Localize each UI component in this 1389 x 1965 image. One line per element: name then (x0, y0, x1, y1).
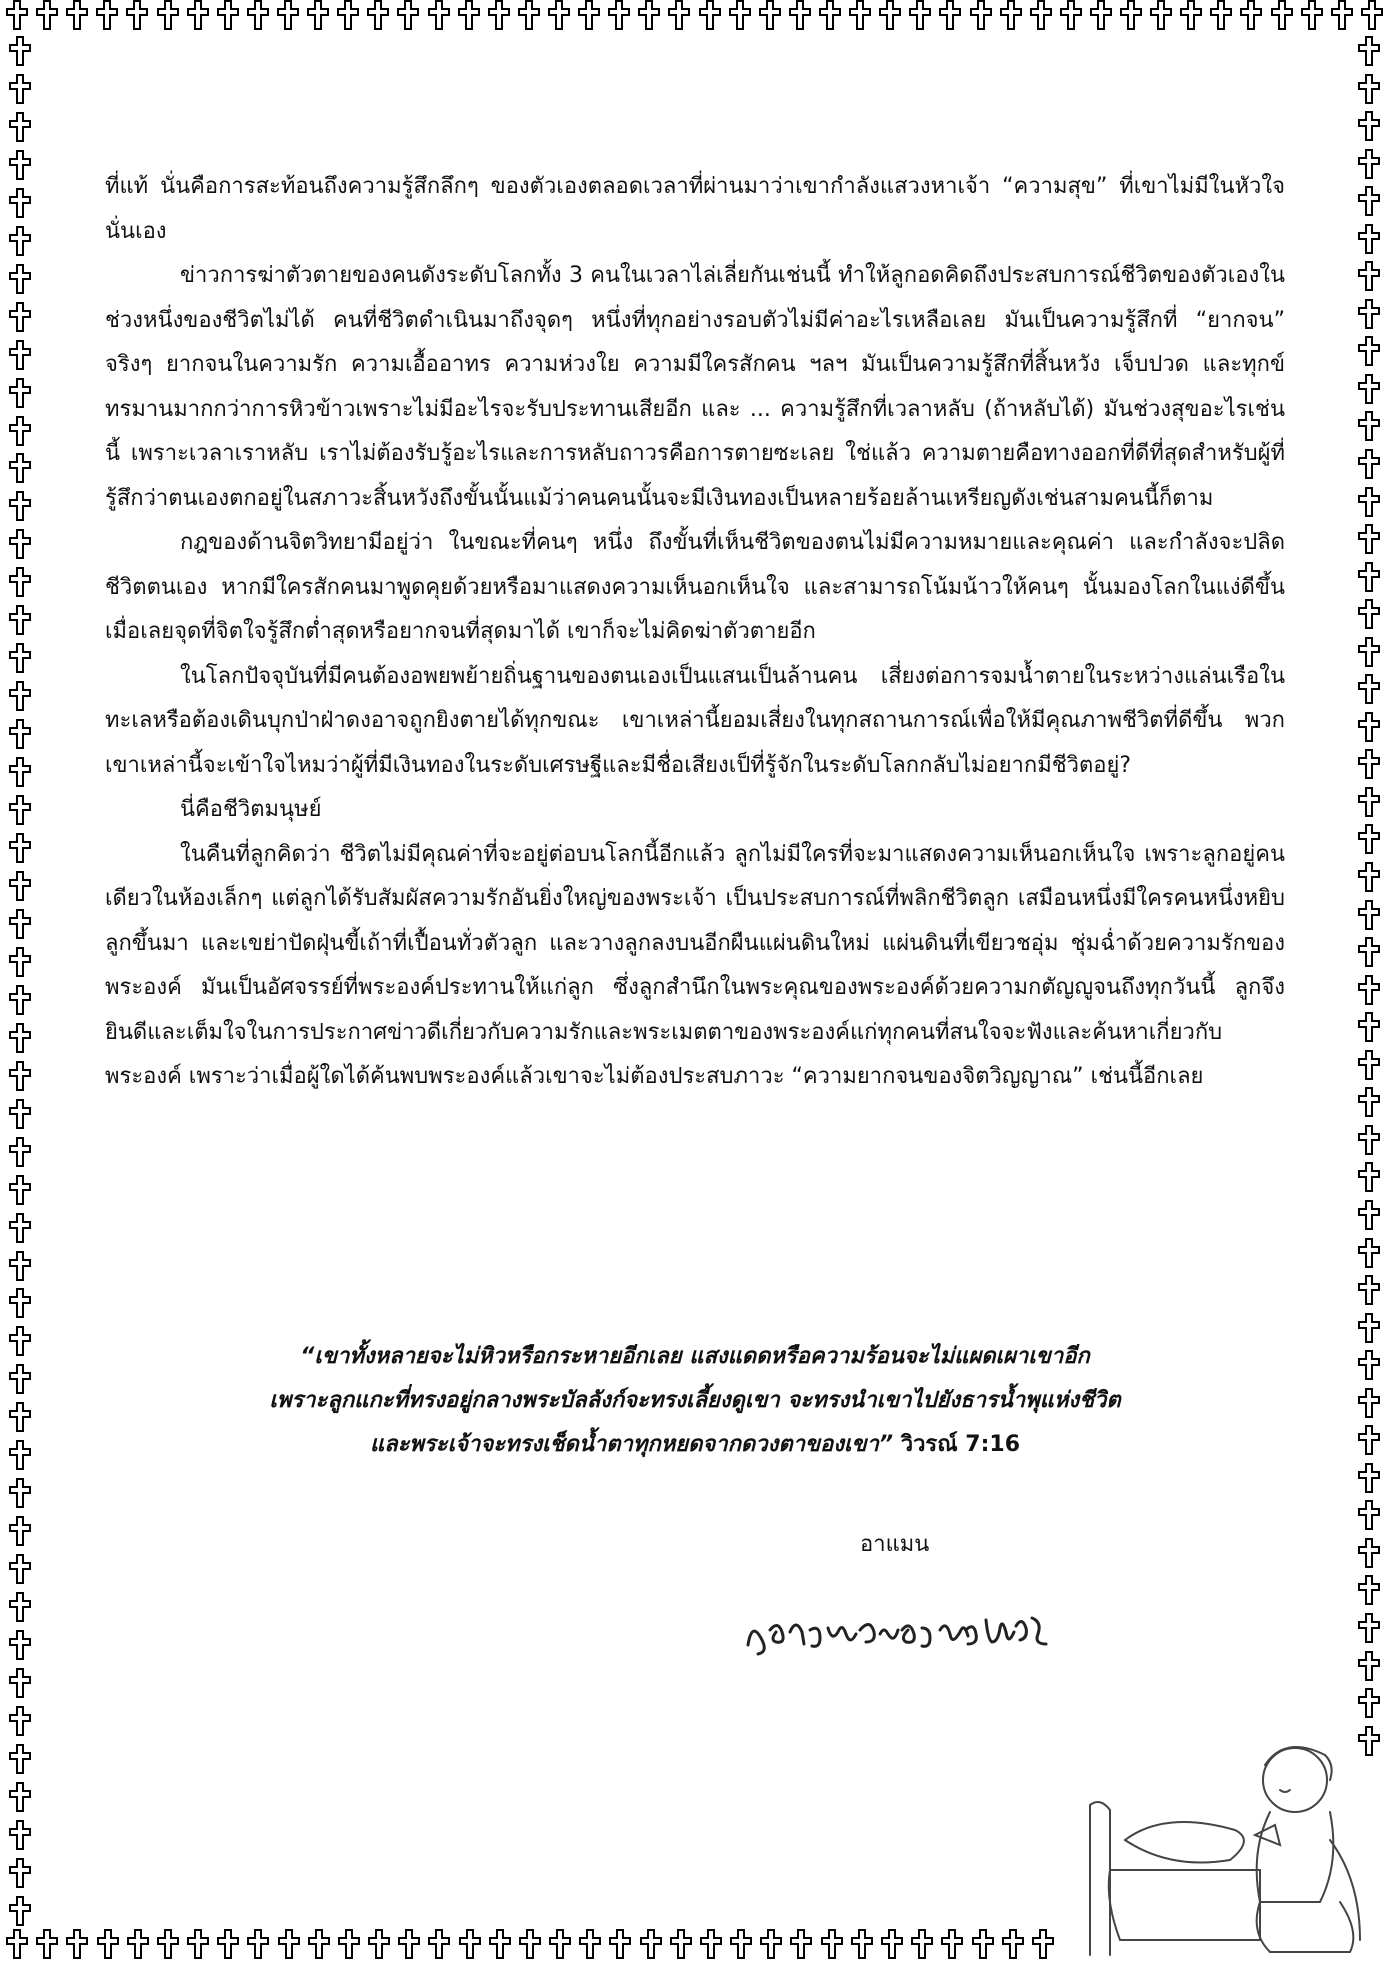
cross-icon (1358, 599, 1380, 629)
cross-icon (9, 567, 31, 597)
cross-icon (972, 1929, 994, 1959)
cross-icon (36, 1929, 58, 1959)
cross-icon (670, 1929, 692, 1959)
cross-icon (1150, 0, 1172, 30)
cross-icon (1240, 0, 1262, 30)
border-right (1349, 36, 1389, 1756)
cross-icon (1358, 1688, 1380, 1718)
cross-icon (970, 0, 992, 30)
cross-icon (9, 1858, 31, 1888)
cross-icon (819, 0, 841, 30)
cross-icon (6, 0, 28, 30)
cross-icon (1358, 111, 1380, 141)
cross-icon (700, 1929, 722, 1959)
cross-icon (9, 302, 31, 332)
quote-line-2: เพราะลูกแกะที่ทรงอยู่กลางพระบัลลังก์จะทรงเลี้ยงดูเขา จะทรงนำเขาไปยังธารน้ำพุแห่งชีวิต (269, 1388, 1121, 1413)
cross-icon (9, 74, 31, 104)
cross-icon (1358, 562, 1380, 592)
cross-icon (9, 264, 31, 294)
cross-icon (909, 0, 931, 30)
cross-icon (9, 1592, 31, 1622)
cross-icon (579, 1929, 601, 1959)
cross-icon (9, 1630, 31, 1660)
cross-icon (9, 416, 31, 446)
cross-icon (217, 1929, 239, 1959)
cross-icon (96, 0, 118, 30)
cross-icon (9, 947, 31, 977)
cross-icon (549, 1929, 571, 1959)
cross-icon (9, 1706, 31, 1736)
cross-icon (911, 1929, 933, 1959)
cross-icon (1358, 1538, 1380, 1568)
paragraph-2: ข่าวการฆ่าตัวตายของคนดังระดับโลกทั้ง 3 คนในเวลาไล่เลี่ยกันเช่นนี้ ทำให้ลูกอดคิดถึงประสบการณ์ชีวิตของตัวเองในช่วงหนึ่งของชีวิตไม่ได้ คนที่ชีวิตดำเนินมาถึงจุดๆ หนึ่งที่ทุกอย่างรอบตัวไม่มีค่าอะไรเหลือเลย มันเป็นความรู้สึกที่ “ยากจน” จริงๆ ยากจนในความรัก ความเอื้ออาทร ความห่วงใย ความมีใครสักคน ฯลฯ มันเป็นความรู้สึกที่สิ้นหวัง เจ็บปวด และทุกข์ทรมานมากกว่าการหิวข้าวเพราะไม่มีอะไรจะรับประทานเสียอีก และ ... ความรู้สึกที่เวลาหลับ (ถ้าหลับได้) มันช่วงสุขอะไรเช่นนี้ เพราะเวลาเราหลับ เราไม่ต้องรับรู้อะไรและการหลับถาวรคือการตายซะเลย ใช่แล้ว ความตายคือทางออกที่ดีที่สุดสำหรับผู้ที่รู้สึกว่าตนเองตกอยู่ในสภาวะสิ้นหวังถึงขั้นนั้นแม้ว่าคนคนนั้นจะมีเงินทองเป็นหลายร้อยล้านเหรียญดังเช่นสามคนนี้ก็ตาม (105, 263, 1285, 511)
cross-icon (97, 1929, 119, 1959)
cross-icon (790, 1929, 812, 1959)
cross-icon (337, 0, 359, 30)
cross-icon (608, 0, 630, 30)
cross-icon (278, 1929, 300, 1959)
cross-icon (9, 909, 31, 939)
cross-icon (9, 529, 31, 559)
cross-icon (428, 0, 450, 30)
cross-icon (730, 1929, 752, 1959)
cross-icon (1210, 0, 1232, 30)
cross-icon (1358, 524, 1380, 554)
cross-icon (849, 0, 871, 30)
cross-icon (9, 871, 31, 901)
cross-icon (9, 1478, 31, 1508)
cross-icon (127, 1929, 149, 1959)
cross-icon (1060, 0, 1082, 30)
cross-icon (851, 1929, 873, 1959)
cross-icon (9, 1744, 31, 1774)
cross-icon (9, 1668, 31, 1698)
cross-icon (1358, 975, 1380, 1005)
cross-icon (9, 1137, 31, 1167)
cross-icon (9, 453, 31, 483)
cross-icon (1358, 1651, 1380, 1681)
cross-icon (1032, 1929, 1054, 1959)
cross-icon (668, 0, 690, 30)
cross-icon (1358, 74, 1380, 104)
cross-icon (9, 1554, 31, 1584)
cross-icon (1358, 1238, 1380, 1268)
cross-icon (1358, 1050, 1380, 1080)
quote-reference: วิวรณ์ 7:16 (900, 1432, 1021, 1457)
cross-icon (459, 1929, 481, 1959)
cross-icon (1002, 1929, 1024, 1959)
cross-icon (1358, 937, 1380, 967)
cross-icon (1358, 1313, 1380, 1343)
cross-icon (729, 0, 751, 30)
cross-icon (789, 0, 811, 30)
cross-icon (1358, 149, 1380, 179)
cross-icon (157, 1929, 179, 1959)
cross-icon (9, 1213, 31, 1243)
cross-icon (458, 0, 480, 30)
quote-line-3 (105, 1423, 1285, 1467)
cross-icon (187, 1929, 209, 1959)
cross-icon (1120, 0, 1142, 30)
cross-icon (489, 1929, 511, 1959)
cross-icon (760, 1929, 782, 1959)
cross-icon (941, 1929, 963, 1959)
cross-icon (1358, 261, 1380, 291)
cross-icon (1090, 0, 1112, 30)
cross-icon (1358, 1162, 1380, 1192)
cross-icon (1358, 1463, 1380, 1493)
cross-icon (1358, 336, 1380, 366)
cross-icon (699, 0, 721, 30)
cross-icon (879, 0, 901, 30)
cross-icon (1358, 1125, 1380, 1155)
cross-icon (1271, 0, 1293, 30)
cross-icon (9, 1820, 31, 1850)
cross-icon (397, 0, 419, 30)
cross-icon (1358, 374, 1380, 404)
cross-icon (1358, 224, 1380, 254)
cross-icon (1358, 674, 1380, 704)
cross-icon (9, 491, 31, 521)
cross-icon (1361, 0, 1383, 30)
cross-icon (9, 681, 31, 711)
quote-line-1: “เขาทั้งหลายจะไม่หิวหรือกระหายอีกเลย แสงแดดหรือความร้อนจะไม่แผดเผาเขาอีก (300, 1344, 1090, 1369)
cross-icon (548, 0, 570, 30)
cross-icon (1358, 1087, 1380, 1117)
cross-icon (638, 0, 660, 30)
cross-icon (398, 1929, 420, 1959)
cross-icon (1358, 487, 1380, 517)
cross-icon (277, 0, 299, 30)
cross-icon (1358, 1012, 1380, 1042)
cross-icon (1358, 637, 1380, 667)
cross-icon (307, 0, 329, 30)
cross-icon (9, 985, 31, 1015)
cross-icon (9, 378, 31, 408)
cross-icon (308, 1929, 330, 1959)
cross-icon (1358, 299, 1380, 329)
cross-icon (609, 1929, 631, 1959)
cross-icon (1030, 0, 1052, 30)
amen-text: อาแมน (860, 1532, 930, 1557)
cross-icon (9, 795, 31, 825)
cross-icon (9, 226, 31, 256)
cross-icon (939, 0, 961, 30)
cross-icon (9, 643, 31, 673)
cross-icon (157, 0, 179, 30)
cross-icon (1358, 186, 1380, 216)
border-top (0, 0, 1389, 36)
cross-icon (9, 188, 31, 218)
cross-icon (759, 0, 781, 30)
paragraph-5: นี่คือชีวิตมนุษย์ (180, 797, 322, 822)
cross-icon (1358, 1500, 1380, 1530)
cross-icon (1358, 1388, 1380, 1418)
cross-icon (9, 112, 31, 142)
cross-icon (9, 36, 31, 66)
cross-icon (9, 605, 31, 635)
paragraph-3: กฎของด้านจิตวิทยามีอยู่ว่า ในขณะที่คนๆ หนึ่ง ถึงขั้นที่เห็นชีวิตของตนไม่มีความหมายและคุณค่า และกำลังจะปลิดชีวิตตนเอง หากมีใครสักคนมาพูดคุยด้วยหรือมาแสดงความเห็นอกเห็นใจ และสามารถโน้มน้าวให้คนๆ นั้นมองโลกในแง่ดีขึ้น เมื่อเลยจุดที่จิตใจรู้สึกต่ำสุดหรือยากจนที่สุดมาได้ เขาก็จะไม่คิดฆ่าตัวตายอีก (105, 530, 1285, 644)
cross-icon (367, 0, 389, 30)
cross-icon (1301, 0, 1323, 30)
cross-icon (217, 0, 239, 30)
cross-icon (1358, 449, 1380, 479)
cross-icon (36, 0, 58, 30)
cross-icon (1358, 1350, 1380, 1380)
cross-icon (9, 1782, 31, 1812)
cross-icon (9, 1023, 31, 1053)
cross-icon (9, 1516, 31, 1546)
cross-icon (1358, 862, 1380, 892)
cross-icon (66, 1929, 88, 1959)
cross-icon (126, 0, 148, 30)
praying-child-illustration (1080, 1720, 1380, 1960)
cross-icon (9, 1440, 31, 1470)
cross-icon (1358, 1425, 1380, 1455)
cross-icon (6, 1929, 28, 1959)
cross-icon (338, 1929, 360, 1959)
cross-icon (578, 0, 600, 30)
cross-icon (1358, 1575, 1380, 1605)
border-bottom (0, 1929, 1060, 1965)
cross-icon (9, 833, 31, 863)
cross-icon (9, 1175, 31, 1205)
cross-icon (9, 1364, 31, 1394)
cross-icon (9, 150, 31, 180)
cross-icon (1000, 0, 1022, 30)
cross-icon (488, 0, 510, 30)
bible-quote (105, 1335, 1285, 1467)
cross-icon (247, 0, 269, 30)
paragraph-4: ในโลกปัจจุบันที่มีคนต้องอพยพย้ายถิ่นฐานของตนเองเป็นแสนเป็นล้านคน เสี่ยงต่อการจมน้ำตายในระหว่างแล่นเรือในทะเลหรือต้องเดินบุกป่าฝ่าดงอาจถูกยิงตายได้ทุกขณะ เขาเหล่านี้ยอมเสี่ยงในทุกสถานการณ์เพื่อให้มีคุณภาพชีวิตที่ดีขึ้น พวกเขาเหล่านี้จะเข้าใจไหมว่าผู้ที่มีเงินทองในระดับเศรษฐีและมีชื่อเสียงเป็ที่รู้จักในระดับโลกกลับไม่อยากมีชีวิตอยู่? (105, 663, 1285, 778)
cross-icon (9, 1251, 31, 1281)
paragraph-1: ที่แท้ นั่นคือการสะท้อนถึงความรู้สึกลึกๆ ของตัวเองตลอดเวลาที่ผ่านมาว่าเขากำลังแสวงหาเจ้า “ความสุข” ที่เขาไม่มีในหัวใจนั่นเอง (105, 174, 1285, 244)
cross-icon (9, 1099, 31, 1129)
cross-icon (187, 0, 209, 30)
cross-icon (1358, 712, 1380, 742)
cross-icon (1358, 1200, 1380, 1230)
paragraph-6: ในคืนที่ลูกคิดว่า ชีวิตไม่มีคุณค่าที่จะอยู่ต่อบนโลกนี้อีกแล้ว ลูกไม่มีใครที่จะมาแสดงความเห็นอกเห็นใจ เพราะลูกอยู่คนเดียวในห้องเล็กๆ แต่ลูกได้รับสัมผัสความรักอันยิ่งใหญ่ของพระเจ้า เป็นประสบการณ์ที่พลิกชีวิตลูก เสมือนหนึ่งมีใครคนหนึ่งหยิบลูกขึ้นมา และเขย่าปัดฝุ่นขี้เถ้าที่เปื้อนทั่วตัวลูก และวางลูกลงบนอีกผืนแผ่นดินใหม่ แผ่นดินที่เขียวชอุ่ม ชุ่มฉ่ำด้วยความรักของพระองค์ มันเป็นอัศจรรย์ที่พระองค์ประทานให้แก่ลูก ซึ่งลูกสำนึกในพระคุณของพระองค์ด้วยความกตัญญูจนถึงทุกวันนี้ ลูกจึงยินดีและเต็มใจในการประกาศข่าวดีเกี่ยวกับความรักและพระเมตตาของพระองค์แก่ทุกคนที่สนใจจะฟังและค้นหาเกี่ยวกับพระองค์ เพราะว่าเมื่อผู้ใดได้ค้นพบพระองค์แล้วเขาจะไม่ต้องประสบภาวะ “ความยากจนของจิตวิญญาณ” เช่นนี้อีกเลย (105, 841, 1285, 1089)
cross-icon (9, 1896, 31, 1926)
cross-icon (1358, 749, 1380, 779)
cross-icon (9, 1061, 31, 1091)
cross-icon (519, 1929, 541, 1959)
cross-icon (9, 1402, 31, 1432)
article-body (105, 165, 1285, 1100)
cross-icon (1358, 1275, 1380, 1305)
cross-icon (247, 1929, 269, 1959)
cross-icon (1358, 787, 1380, 817)
cross-icon (640, 1929, 662, 1959)
cross-icon (9, 340, 31, 370)
cross-icon (1180, 0, 1202, 30)
quote-line-3-text: และพระเจ้าจะทรงเช็ดน้ำตาทุกหยดจากดวงตาของเขา” (369, 1432, 894, 1457)
cross-icon (428, 1929, 450, 1959)
cross-icon (1358, 411, 1380, 441)
cross-icon (368, 1929, 390, 1959)
cross-icon (518, 0, 540, 30)
signature-icon (740, 1590, 1070, 1670)
cross-icon (9, 1326, 31, 1356)
cross-icon (9, 1288, 31, 1318)
border-left (0, 36, 40, 1926)
cross-icon (1358, 824, 1380, 854)
cross-icon (1331, 0, 1353, 30)
cross-icon (9, 719, 31, 749)
cross-icon (1358, 36, 1380, 66)
cross-icon (821, 1929, 843, 1959)
cross-icon (881, 1929, 903, 1959)
cross-icon (1358, 900, 1380, 930)
cross-icon (9, 757, 31, 787)
cross-icon (1358, 1613, 1380, 1643)
cross-icon (66, 0, 88, 30)
